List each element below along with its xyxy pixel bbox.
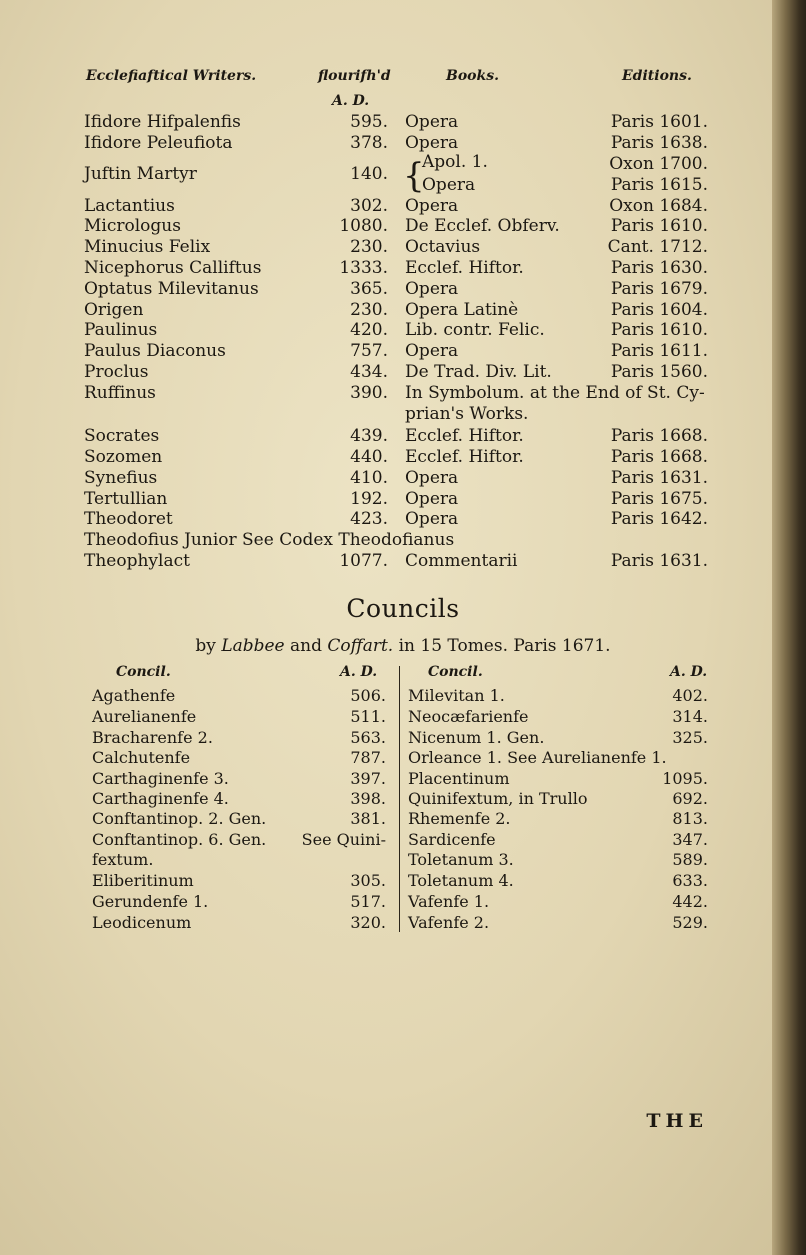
council-year-right: 529. <box>672 913 708 932</box>
page-edge <box>772 0 806 1255</box>
header-flourished: flourifh'd <box>318 68 391 84</box>
council-name-right: Vafenfe 2. <box>408 913 490 932</box>
writer-row <box>0 489 806 509</box>
writer-book: Opera <box>405 196 459 216</box>
writer-edition: Paris 1601. <box>610 112 708 132</box>
writer-edition: Paris 1615. <box>610 175 708 195</box>
writer-row <box>0 468 806 488</box>
council-name-right: Placentinum <box>408 769 510 788</box>
writer-book: Opera <box>405 279 459 299</box>
writer-edition: Paris 1630. <box>610 258 708 278</box>
council-year-right: 1095. <box>662 769 708 788</box>
council-name-right: Neocæfarienfe <box>408 707 529 726</box>
writer-row <box>0 196 806 216</box>
writer-book: De Trad. Div. Lit. <box>405 362 552 382</box>
writer-name: Paulinus <box>84 320 158 340</box>
writer-edition: Paris 1560. <box>610 362 708 382</box>
council-year-left: 506. <box>350 686 386 705</box>
council-year-left: 563. <box>350 728 386 747</box>
council-year-right: 813. <box>672 809 708 828</box>
writer-year: 230. <box>350 300 388 320</box>
writer-year: 1080. <box>339 216 388 236</box>
writer-year: 757. <box>350 341 388 361</box>
writer-book: Ecclef. Hiftor. <box>405 447 524 467</box>
writer-row <box>0 530 806 550</box>
writer-row <box>0 509 806 529</box>
council-name-left: Calchutenfe <box>92 748 191 767</box>
writer-row <box>0 300 806 320</box>
writer-row <box>0 112 806 132</box>
writer-row <box>0 320 806 340</box>
council-year-right: 442. <box>672 892 708 911</box>
writer-row <box>0 551 806 571</box>
council-name-right: Rhemenfe 2. <box>408 809 511 828</box>
writer-name: Origen <box>84 300 144 320</box>
writer-book: Opera <box>405 489 459 509</box>
writer-name: Theodoret <box>84 509 173 529</box>
council-name-right: Orleance 1. See Aurelianenfe 1. <box>408 748 667 767</box>
writer-book: Ecclef. Hiftor. <box>405 258 524 278</box>
writer-name: Ifidore Peleufiota <box>84 133 233 153</box>
writer-book: Ecclef. Hiftor. <box>405 426 524 446</box>
writer-edition: Paris 1631. <box>610 551 708 571</box>
writer-year: 1077. <box>339 551 388 571</box>
writer-edition: Paris 1610. <box>610 320 708 340</box>
writer-book: Commentarii <box>405 551 518 571</box>
council-name-left: Carthaginenfe 3. <box>92 769 229 788</box>
writer-year: 439. <box>350 426 388 446</box>
writer-edition: Paris 1610. <box>610 216 708 236</box>
writer-book: Lib. contr. Felic. <box>405 320 545 340</box>
council-name-left: fextum. <box>92 850 154 869</box>
council-year-left: 511. <box>350 707 386 726</box>
council-name-left: Conftantinop. 2. Gen. <box>92 809 267 828</box>
writer-year: 230. <box>350 237 388 257</box>
writer-book: Opera <box>405 112 459 132</box>
council-year-right: 589. <box>672 850 708 869</box>
writer-book: Opera <box>405 509 459 529</box>
writer-year: 423. <box>350 509 388 529</box>
writer-edition: Paris 1638. <box>610 133 708 153</box>
council-year-left: 787. <box>350 748 386 767</box>
writer-year: 140. <box>350 164 388 184</box>
writer-edition: Paris 1642. <box>610 509 708 529</box>
council-name-left: Bracharenfe 2. <box>92 728 213 747</box>
writer-edition: Oxon 1684. <box>609 196 708 216</box>
council-year-left: 381. <box>350 809 386 828</box>
council-year-right: 633. <box>672 871 708 890</box>
council-name-right: Sardicenfe <box>408 830 496 849</box>
writer-book: Opera Latinè <box>405 300 519 320</box>
writer-name: Tertullian <box>84 489 168 509</box>
writer-edition: Paris 1675. <box>610 489 708 509</box>
council-year-right: 325. <box>672 728 708 747</box>
writer-book: Opera <box>405 341 459 361</box>
writer-book: prian's Works. <box>405 404 529 424</box>
writer-name: Juftin Martyr <box>84 164 197 184</box>
council-name-left: Carthaginenfe 4. <box>92 789 229 808</box>
writer-year: 192. <box>350 489 388 509</box>
writer-book: Opera <box>405 133 459 153</box>
council-name-right: Vafenfe 1. <box>408 892 490 911</box>
writer-name: Theodofius Junior See Codex Theodofianus <box>84 530 455 550</box>
writer-year: 365. <box>350 279 388 299</box>
council-year-left: 305. <box>350 871 386 890</box>
writer-name: Socrates <box>84 426 160 446</box>
writer-year: 595. <box>350 112 388 132</box>
council-name-left: Eliberitinum <box>92 871 194 890</box>
writer-name: Sozomen <box>84 447 163 467</box>
brace-symbol: { <box>403 156 425 196</box>
councils-col-ad-left: A. D. <box>340 664 378 680</box>
council-name-left: Agathenfe <box>92 686 176 705</box>
writer-name: Lactantius <box>84 196 175 216</box>
council-year-right: 692. <box>672 789 708 808</box>
councils-col-ad-right: A. D. <box>670 664 708 680</box>
writer-book: De Ecclef. Obferv. <box>405 216 560 236</box>
council-name-left: Aurelianenfe <box>92 707 197 726</box>
column-divider <box>399 666 400 932</box>
writer-row <box>0 447 806 467</box>
council-name-left: Leodicenum <box>92 913 192 932</box>
header-ad: A. D. <box>332 93 370 109</box>
writer-year: 1333. <box>339 258 388 278</box>
writer-book: Opera <box>405 468 459 488</box>
writer-name: Ruffinus <box>84 383 156 403</box>
council-year-left: 397. <box>350 769 386 788</box>
writer-year: 390. <box>350 383 388 403</box>
writer-name: Micrologus <box>84 216 181 236</box>
writer-name: Proclus <box>84 362 149 382</box>
writer-edition: Cant. 1712. <box>607 237 708 257</box>
writer-year: 440. <box>350 447 388 467</box>
writer-name: Nicephorus Calliftus <box>84 258 262 278</box>
council-year-left: 320. <box>350 913 386 932</box>
writer-row <box>0 426 806 446</box>
writer-row <box>0 216 806 236</box>
writer-edition: Paris 1631. <box>610 468 708 488</box>
council-name-right: Milevitan 1. <box>408 686 505 705</box>
writer-name: Paulus Diaconus <box>84 341 226 361</box>
councils-col-concil-right: Concil. <box>428 664 483 680</box>
council-name-right: Toletanum 3. <box>408 850 514 869</box>
writer-year: 378. <box>350 133 388 153</box>
writer-edition: Paris 1604. <box>610 300 708 320</box>
catchword: THE <box>646 1110 708 1132</box>
header-editions: Editions. <box>622 68 692 84</box>
writer-name: Synefius <box>84 468 158 488</box>
writer-name: Theophylact <box>84 551 190 571</box>
council-name-left: Conftantinop. 6. Gen. <box>92 830 267 849</box>
council-name-left: Gerundenfe 1. <box>92 892 209 911</box>
writer-row <box>0 133 806 153</box>
council-year-left: See Quini- <box>301 830 386 849</box>
council-year-right: 314. <box>672 707 708 726</box>
writer-name: Minucius Felix <box>84 237 211 257</box>
council-year-right: 347. <box>672 830 708 849</box>
writer-year: 434. <box>350 362 388 382</box>
writer-row <box>0 362 806 382</box>
writer-edition: Oxon 1700. <box>609 154 708 174</box>
writer-row <box>0 341 806 361</box>
writer-row <box>0 383 806 403</box>
council-name-right: Toletanum 4. <box>408 871 514 890</box>
councils-subtitle: by Labbee and Coffart. in 15 Tomes. Paris 1671. <box>195 636 611 656</box>
writer-edition: Paris 1668. <box>610 426 708 446</box>
councils-title: Councils <box>346 594 460 623</box>
writer-edition: Paris 1611. <box>610 341 708 361</box>
writer-row <box>0 279 806 299</box>
council-year-right: 402. <box>672 686 708 705</box>
writer-year: 302. <box>350 196 388 216</box>
councils-col-concil-left: Concil. <box>116 664 171 680</box>
writer-book: In Symbolum. at the End of St. Cy- <box>405 383 705 403</box>
writer-book: Octavius <box>405 237 481 257</box>
writer-year: 420. <box>350 320 388 340</box>
writer-name: Optatus Milevitanus <box>84 279 259 299</box>
writer-edition: Paris 1668. <box>610 447 708 467</box>
header-writers: Ecclefiaftical Writers. <box>86 68 257 84</box>
writer-row <box>0 237 806 257</box>
writer-row <box>0 258 806 278</box>
writer-name: Ifidore Hifpalenfis <box>84 112 241 132</box>
header-books: Books. <box>446 68 499 84</box>
council-name-right: Quinifextum, in Trullo <box>408 789 588 808</box>
council-year-left: 517. <box>350 892 386 911</box>
writer-year: 410. <box>350 468 388 488</box>
writer-edition: Paris 1679. <box>610 279 708 299</box>
council-year-left: 398. <box>350 789 386 808</box>
justin-apol: Apol. 1. <box>422 152 488 172</box>
council-name-right: Nicenum 1. Gen. <box>408 728 545 747</box>
justin-opera: Opera <box>422 175 476 195</box>
writer-row <box>0 404 806 424</box>
